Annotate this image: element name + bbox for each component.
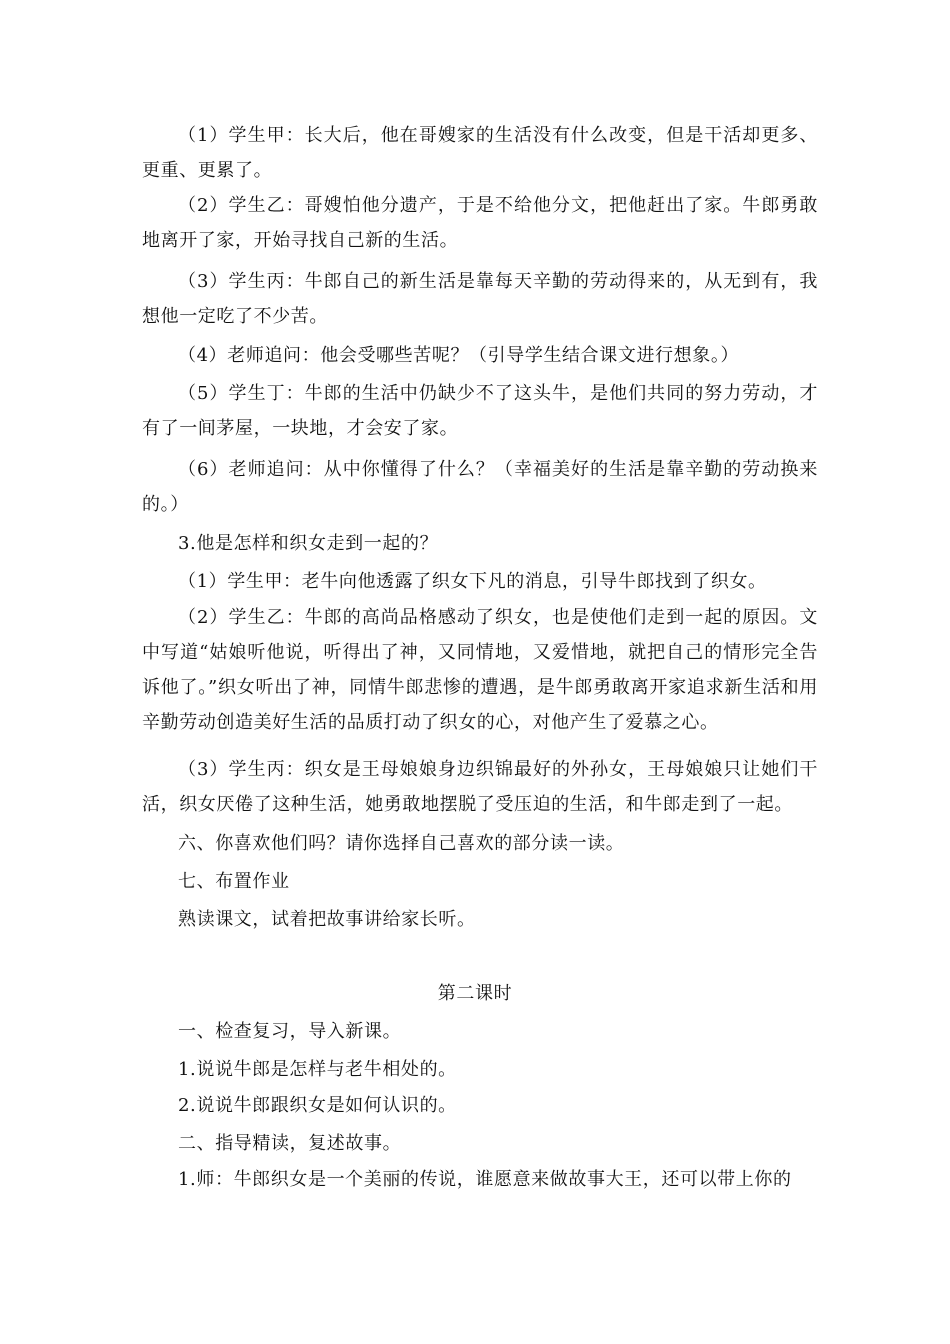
paragraph: （2）学生乙：牛郎的高尚品格感动了织女，也是使他们走到一起的原因。文中写道“姑娘听他说，听得出了神，又同情地，又爱惜地，就把自己的情形完全告诉他了。”织女听出了神，同情牛郎悲惨的遭遇，是牛郎勇敢离开家追求新生活和用辛勤劳动创造美好生活的品质打动了织女的心，对他产生了爱慕之心。 xyxy=(142,607,818,733)
paragraph: （3）学生丙：织女是王母娘娘身边织锦最好的外孙女，王母娘娘只让她们干活，织女厌倦了这种生活，她勇敢地摆脱了受压迫的生活，和牛郎走到了一起。 xyxy=(142,759,818,815)
paragraph: 七、布置作业 xyxy=(178,871,290,892)
paragraph: 六、你喜欢他们吗？请你选择自己喜欢的部分读一读。 xyxy=(178,833,625,854)
paragraph: （5）学生丁：牛郎的生活中仍缺少不了这头牛，是他们共同的努力劳动，才有了一间茅屋，一块地，才会安了家。 xyxy=(142,383,818,439)
paragraph: （3）学生丙：牛郎自己的新生活是靠每天辛勤的劳动得来的，从无到有，我想他一定吃了不少苦。 xyxy=(142,271,818,327)
paragraph: （1）学生甲：老牛向他透露了织女下凡的消息，引导牛郎找到了织女。 xyxy=(178,571,767,592)
paragraph: 一、检查复习，导入新课。 xyxy=(178,1021,402,1042)
paragraph: 二、指导精读，复述故事。 xyxy=(178,1133,402,1154)
section-title: 第二课时 xyxy=(437,983,513,1004)
paragraph: 1.说说牛郎是怎样与老牛相处的。 xyxy=(178,1059,457,1080)
paragraph: （4）老师追问：他会受哪些苦呢？（引导学生结合课文进行想象。） xyxy=(178,345,740,366)
paragraph: （6）老师追问：从中你懂得了什么？（幸福美好的生活是靠辛勤的劳动换来的。） xyxy=(142,459,818,515)
paragraph: 3.他是怎样和织女走到一起的？ xyxy=(178,533,439,554)
paragraph: 2.说说牛郎跟织女是如何认识的。 xyxy=(178,1095,457,1116)
paragraph: 1.师：牛郎织女是一个美丽的传说，谁愿意来做故事大王，还可以带上你的 xyxy=(178,1169,792,1190)
paragraph: 熟读课文，试着把故事讲给家长听。 xyxy=(178,909,476,930)
paragraph: （2）学生乙：哥嫂怕他分遗产，于是不给他分文，把他赶出了家。牛郎勇敢地离开了家，开始寻找自己新的生活。 xyxy=(142,195,818,251)
paragraph: （1）学生甲：长大后，他在哥嫂家的生活没有什么改变，但是干活却更多、更重、更累了。 xyxy=(142,125,818,181)
